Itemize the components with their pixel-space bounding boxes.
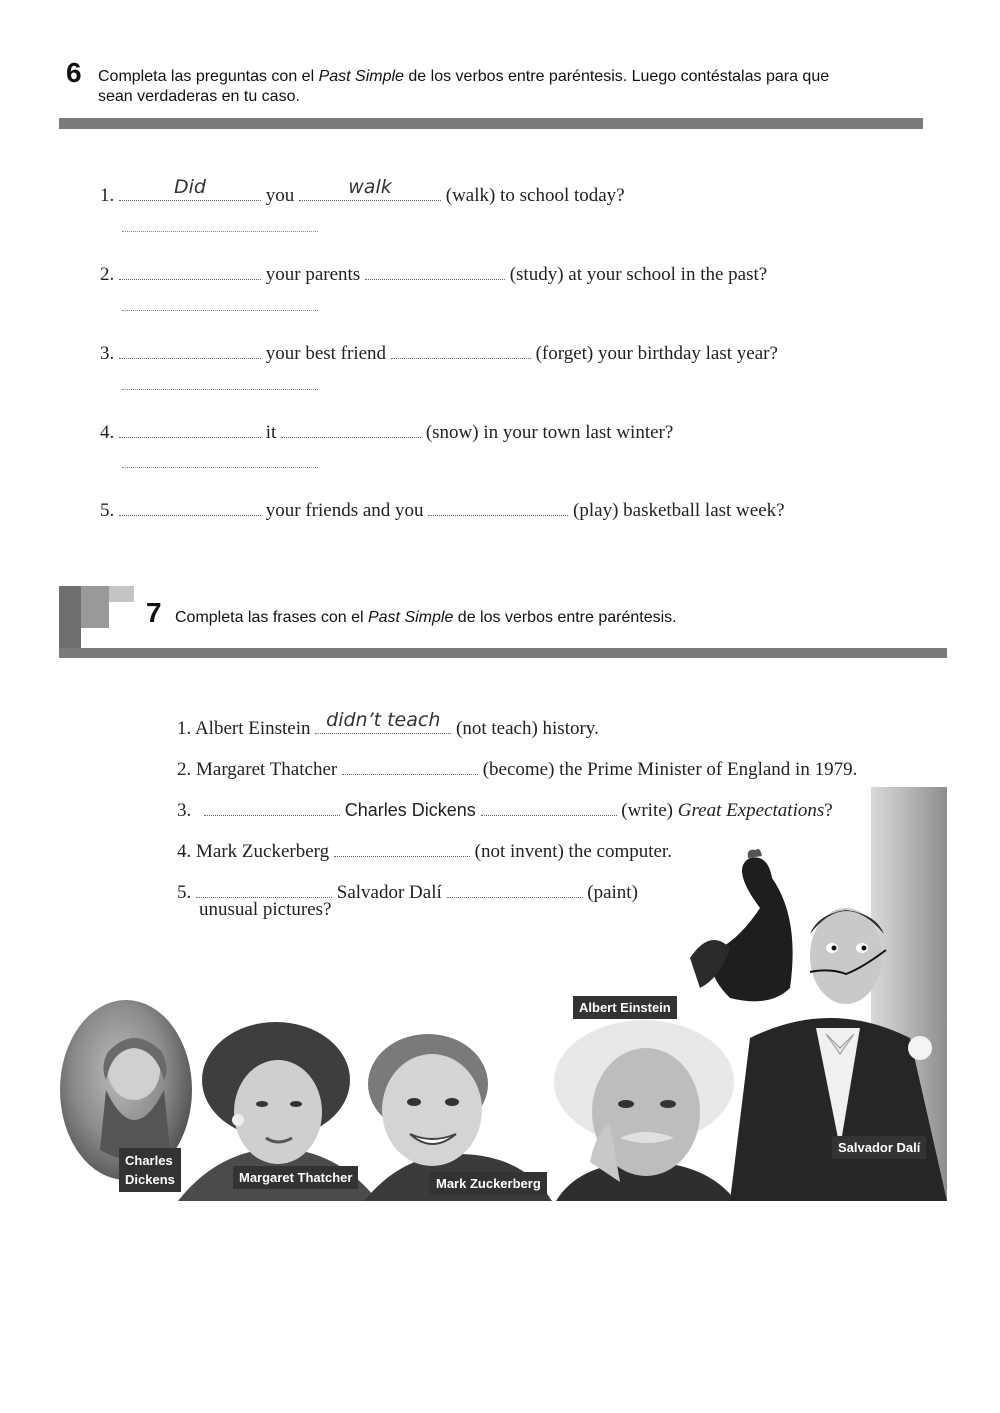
- item-number: 3.: [177, 799, 192, 821]
- item-number: 2.: [177, 758, 192, 780]
- item-text: your friends and you: [265, 499, 424, 521]
- dickens-label: [119, 1148, 181, 1192]
- item-text: Salvador Dalí: [336, 881, 442, 903]
- section-divider: [59, 118, 923, 129]
- dali-label: Salvador Dalí: [832, 1136, 926, 1159]
- item-text: Mark Zuckerberg: [196, 840, 330, 862]
- answer-blank[interactable]: [391, 338, 531, 359]
- answer-line[interactable]: [122, 466, 318, 468]
- instruction-text: de los verbos entre paréntesis.: [453, 609, 677, 626]
- exercise-6-item-4: [100, 417, 673, 444]
- item-text: Charles Dickens: [344, 799, 476, 820]
- instruction-emphasis: Past Simple: [367, 609, 454, 626]
- item-text: (write): [621, 799, 673, 821]
- exercise-7-number: 7: [146, 597, 162, 628]
- book-title: Great Expectations: [677, 799, 825, 821]
- thatcher-label: Margaret Thatcher: [233, 1166, 358, 1189]
- item-text: (not invent) the computer.: [474, 840, 672, 862]
- item-text: your best friend: [265, 342, 387, 364]
- instruction-text: de los verbos entre paréntesis. Luego contéstalas para que: [403, 68, 830, 85]
- exercise-7-item-1: [177, 708, 599, 740]
- answer-line[interactable]: [122, 230, 318, 232]
- label-text: Charles: [125, 1153, 173, 1168]
- item-number: 5.: [100, 499, 115, 521]
- answer-blank[interactable]: [428, 495, 568, 516]
- label-text: Dickens: [125, 1172, 175, 1187]
- item-text: (not teach) history.: [456, 717, 599, 739]
- item-text: Albert Einstein: [194, 717, 311, 739]
- answer-line[interactable]: [122, 388, 318, 390]
- answer-blank[interactable]: [119, 175, 261, 201]
- exercise-7-item-4: [177, 836, 672, 863]
- item-text: (become) the Prime Minister of England in 1979.: [482, 758, 858, 780]
- exercise-7-item-2: [177, 754, 857, 781]
- exercise-6-item-5: [100, 495, 785, 522]
- answer-blank[interactable]: [196, 877, 332, 898]
- instruction-text: Completa las frases con el: [175, 609, 368, 626]
- item-text: (paint): [587, 881, 638, 903]
- exercise-6-item-3: [100, 338, 778, 365]
- item-number: 1.: [177, 717, 192, 739]
- answer-blank[interactable]: [119, 417, 261, 438]
- zuckerberg-label: Mark Zuckerberg: [430, 1172, 547, 1195]
- item-text: your parents: [265, 263, 361, 285]
- item-number: 3.: [100, 342, 115, 364]
- exercise-6-item-2: [100, 259, 767, 286]
- item-number: 4.: [177, 840, 192, 862]
- header-tab-decoration: [81, 586, 109, 628]
- answer-blank[interactable]: [342, 754, 478, 775]
- item-text: (forget) your birthday last year?: [535, 342, 778, 364]
- answer-blank[interactable]: [281, 417, 421, 438]
- exercise-6-instruction: [98, 67, 928, 107]
- exercise-6-number: 6: [66, 57, 82, 88]
- item-text: ?: [824, 799, 833, 821]
- item-text: (snow) in your town last winter?: [425, 421, 674, 443]
- exercise-7-item-3: [177, 795, 833, 822]
- section-divider: [59, 648, 947, 658]
- header-tab-decoration: [109, 586, 134, 602]
- instruction-text: Completa las preguntas con el: [98, 68, 319, 85]
- item-text: (play) basketball last week?: [573, 499, 785, 521]
- item-number: 1.: [100, 184, 115, 206]
- answer-blank[interactable]: [365, 259, 505, 280]
- answer-blank[interactable]: [315, 708, 451, 734]
- handwritten-answer: didn’t teach: [326, 708, 441, 731]
- instruction-emphasis: Past Simple: [318, 68, 404, 85]
- item-number: 5.: [177, 881, 192, 903]
- exercise-6-item-1: [100, 175, 625, 207]
- answer-blank[interactable]: [299, 175, 441, 201]
- header-tab-decoration: [59, 586, 81, 648]
- answer-blank[interactable]: [119, 259, 261, 280]
- item-text: you: [265, 184, 295, 206]
- item-text: (study) at your school in the past?: [509, 263, 768, 285]
- answer-blank[interactable]: [481, 795, 617, 816]
- item-number: 2.: [100, 263, 115, 285]
- exercise-7-instruction: [175, 608, 677, 628]
- answer-blank[interactable]: [204, 795, 340, 816]
- handwritten-answer: Did: [174, 175, 206, 198]
- answer-line[interactable]: [122, 309, 318, 311]
- item-text: (walk) to school today?: [445, 184, 625, 206]
- answer-blank[interactable]: [119, 338, 261, 359]
- einstein-label: Albert Einstein: [573, 996, 677, 1019]
- handwritten-answer: walk: [348, 175, 392, 198]
- answer-blank[interactable]: [334, 836, 470, 857]
- item-text: it: [265, 421, 277, 443]
- answer-blank[interactable]: [119, 495, 261, 516]
- item-number: 4.: [100, 421, 115, 443]
- exercise-7-item-5-continuation: unusual pictures?: [199, 899, 332, 920]
- instruction-text: sean verdaderas en tu caso.: [98, 88, 300, 105]
- item-text: Margaret Thatcher: [196, 758, 338, 780]
- answer-blank[interactable]: [447, 877, 583, 898]
